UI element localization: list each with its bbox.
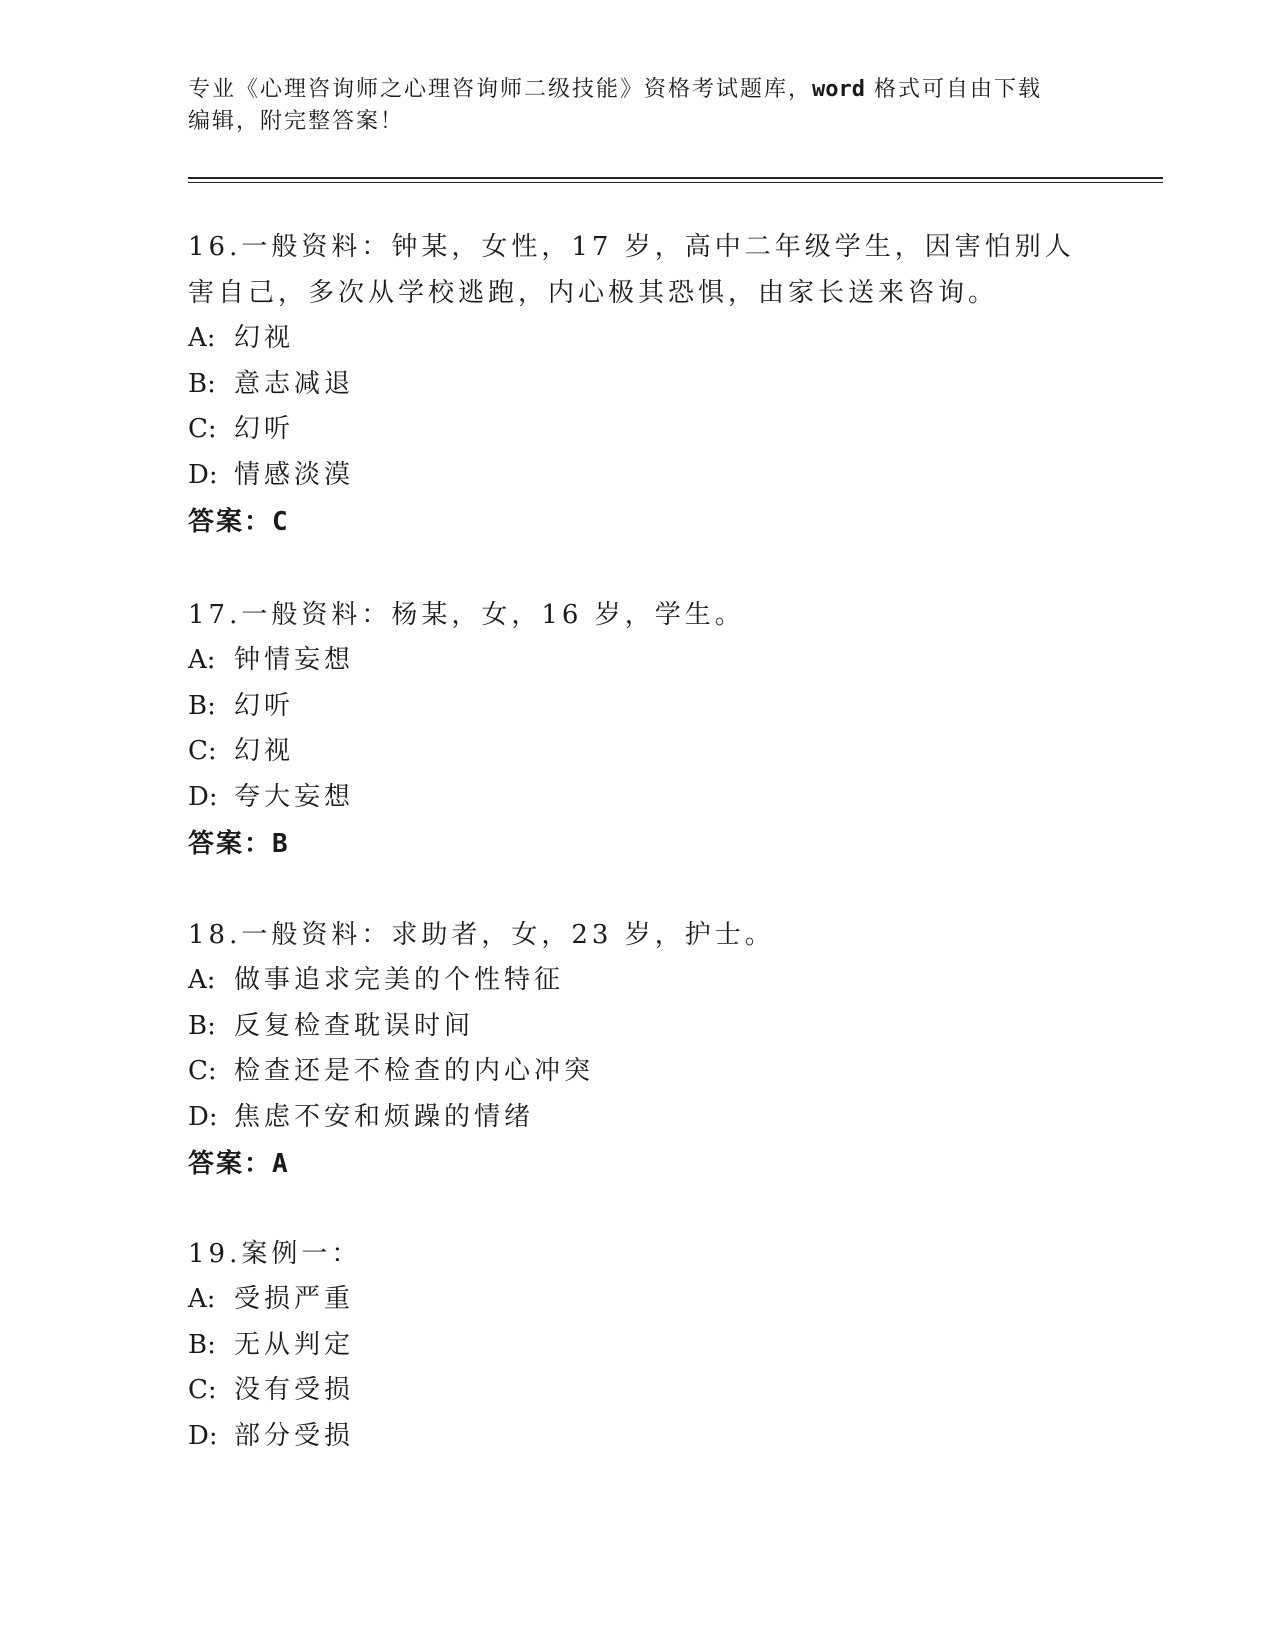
option-text: 做事追求完美的个性特征 [234,965,565,995]
question-stem: 18.一般资料：求助者，女，23 岁，护士。 [188,920,775,950]
option-a [188,1277,1088,1323]
answer-line [188,821,1088,867]
option-text: 意志减退 [234,368,355,399]
option-key: C: [188,414,217,445]
option-c [188,407,1088,453]
option-key: B: [188,1010,216,1041]
option-key: A: [188,1284,216,1314]
header-divider-bottom [188,182,1163,183]
option-key: B: [188,368,216,399]
option-key: C: [188,1056,217,1087]
answer-value: C [272,506,288,537]
option-key: C: [188,1375,217,1406]
option-text: 钟情妄想 [234,645,355,675]
option-key: B: [188,1329,216,1360]
option-text: 幻视 [234,323,295,353]
option-d [188,453,1088,499]
option-text: 夸大妄想 [234,782,355,813]
header-text-part2: 格式可自由下载 [865,77,1042,102]
question-stem: 19.案例一： [188,1239,362,1269]
option-text: 幻听 [234,414,295,445]
option-key: A: [188,645,216,675]
option-key: C: [188,736,217,767]
option-text: 没有受损 [234,1375,355,1406]
option-text: 检查还是不检查的内心冲突 [234,1056,595,1087]
document-header [188,74,1088,138]
option-text: 幻视 [234,736,295,767]
answer-label: 答案： [188,506,273,537]
answer-value: B [272,828,288,859]
option-b [188,1004,1088,1050]
option-text: 部分受损 [234,1421,355,1452]
option-key: A: [188,965,216,995]
option-text: 无从判定 [234,1329,355,1360]
question-16 [188,224,1088,545]
header-text-word: word [812,77,865,102]
answer-label: 答案： [188,828,273,859]
option-a [188,316,1088,362]
question-stem: 17.一般资料：杨某，女，16 岁，学生。 [188,600,745,630]
option-text: 幻听 [234,690,295,721]
option-a [188,638,1088,684]
option-key: B: [188,690,216,721]
answer-label: 答案： [188,1148,273,1179]
answer-value: A [272,1148,288,1179]
option-text: 情感淡漠 [234,460,355,491]
option-text: 焦虑不安和烦躁的情绪 [234,1102,535,1133]
question-19 [188,1231,1088,1460]
question-stem: 16.一般资料：钟某，女性，17 岁，高中二年级学生，因害怕别人害自己，多次从学校逃跑，内心极其恐惧，由家长送来咨询。 [188,232,1075,308]
option-text: 受损严重 [234,1284,355,1314]
option-b [188,684,1088,730]
option-key: D: [188,782,218,813]
header-text-line2: 编辑，附完整答案！ [188,109,405,134]
option-text: 反复检查耽误时间 [234,1010,475,1041]
header-text-part1: 专业《心理咨询师之心理咨询师二级技能》资格考试题库， [188,77,813,102]
option-d [188,1414,1088,1460]
option-key: D: [188,1102,218,1133]
option-c [188,1368,1088,1414]
option-key: A: [188,323,216,353]
option-d [188,1095,1088,1141]
answer-line [188,1141,1088,1187]
option-b [188,1323,1088,1369]
option-a [188,958,1088,1004]
option-c [188,729,1088,775]
option-key: D: [188,1421,218,1452]
option-key: D: [188,460,218,491]
option-c [188,1049,1088,1095]
header-divider-top [188,177,1163,179]
question-17 [188,592,1088,867]
question-18 [188,912,1088,1187]
answer-line [188,499,1088,545]
option-b [188,362,1088,408]
option-d [188,775,1088,821]
